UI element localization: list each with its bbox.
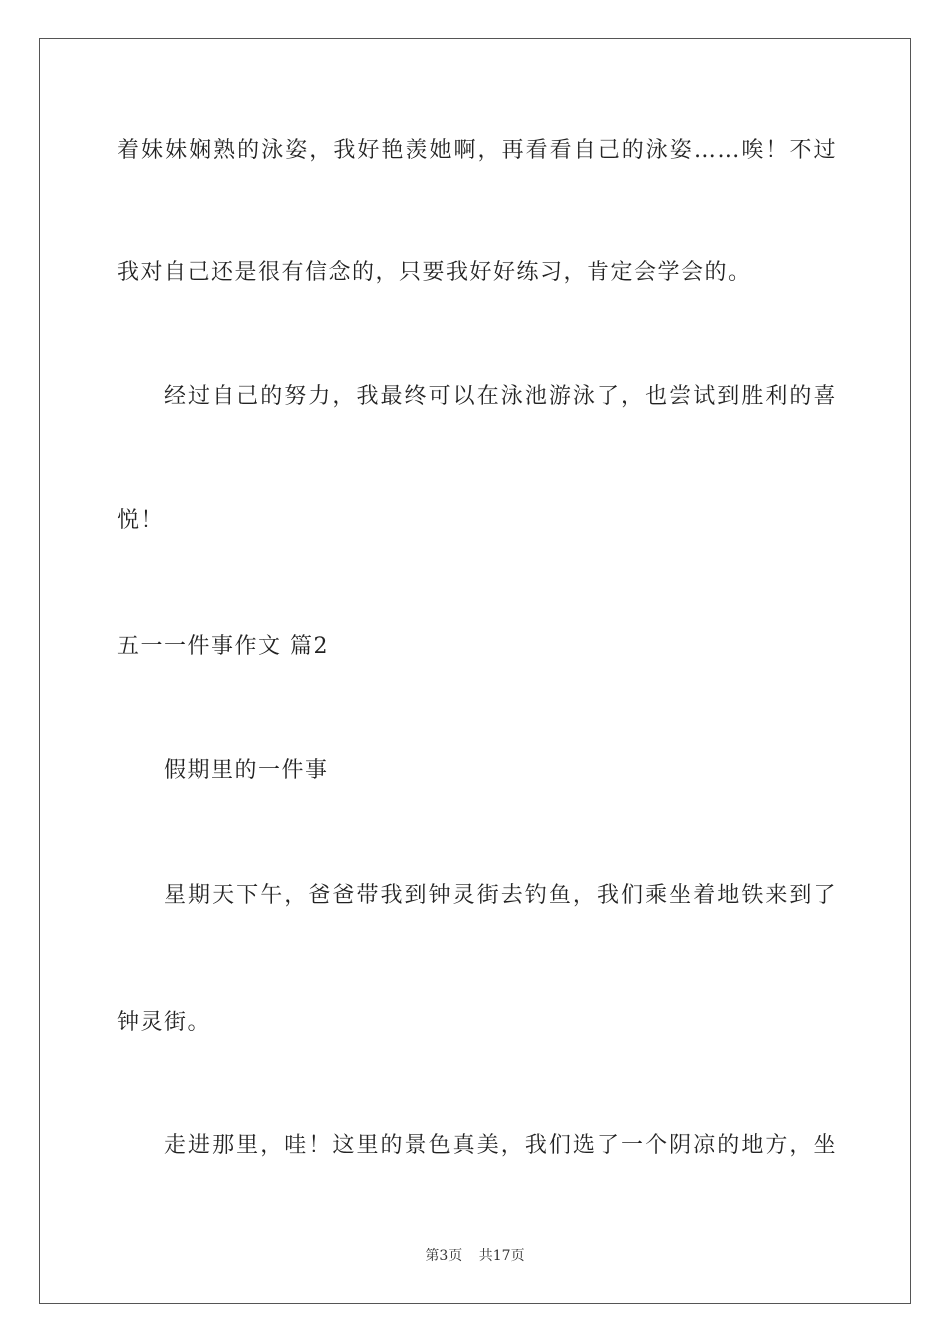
page-footer — [0, 1246, 950, 1266]
section-heading: 五一一件事作文 篇2 — [117, 634, 329, 659]
paragraph-line: 钟灵街。 — [117, 1010, 212, 1035]
paragraph-line: 着妹妹娴熟的泳姿，我好艳羡她啊，再看看自己的泳姿……唉！不过 — [117, 138, 837, 163]
paragraph-line: 我对自己还是很有信念的，只要我好好练习，肯定会学会的。 — [117, 260, 752, 285]
paragraph-line: 悦！ — [117, 508, 165, 533]
paragraph-line: 经过自己的努力，我最终可以在泳池游泳了，也尝试到胜利的喜 — [164, 384, 837, 409]
paragraph-line: 走进那里，哇！这里的景色真美，我们选了一个阴凉的地方，坐 — [164, 1133, 837, 1158]
page-number: 第3页 — [425, 1248, 463, 1264]
page-frame — [39, 38, 911, 1304]
page-total: 共17页 — [478, 1248, 525, 1264]
essay-title: 假期里的一件事 — [164, 758, 329, 783]
paragraph-line: 星期天下午，爸爸带我到钟灵街去钓鱼，我们乘坐着地铁来到了 — [164, 883, 837, 908]
